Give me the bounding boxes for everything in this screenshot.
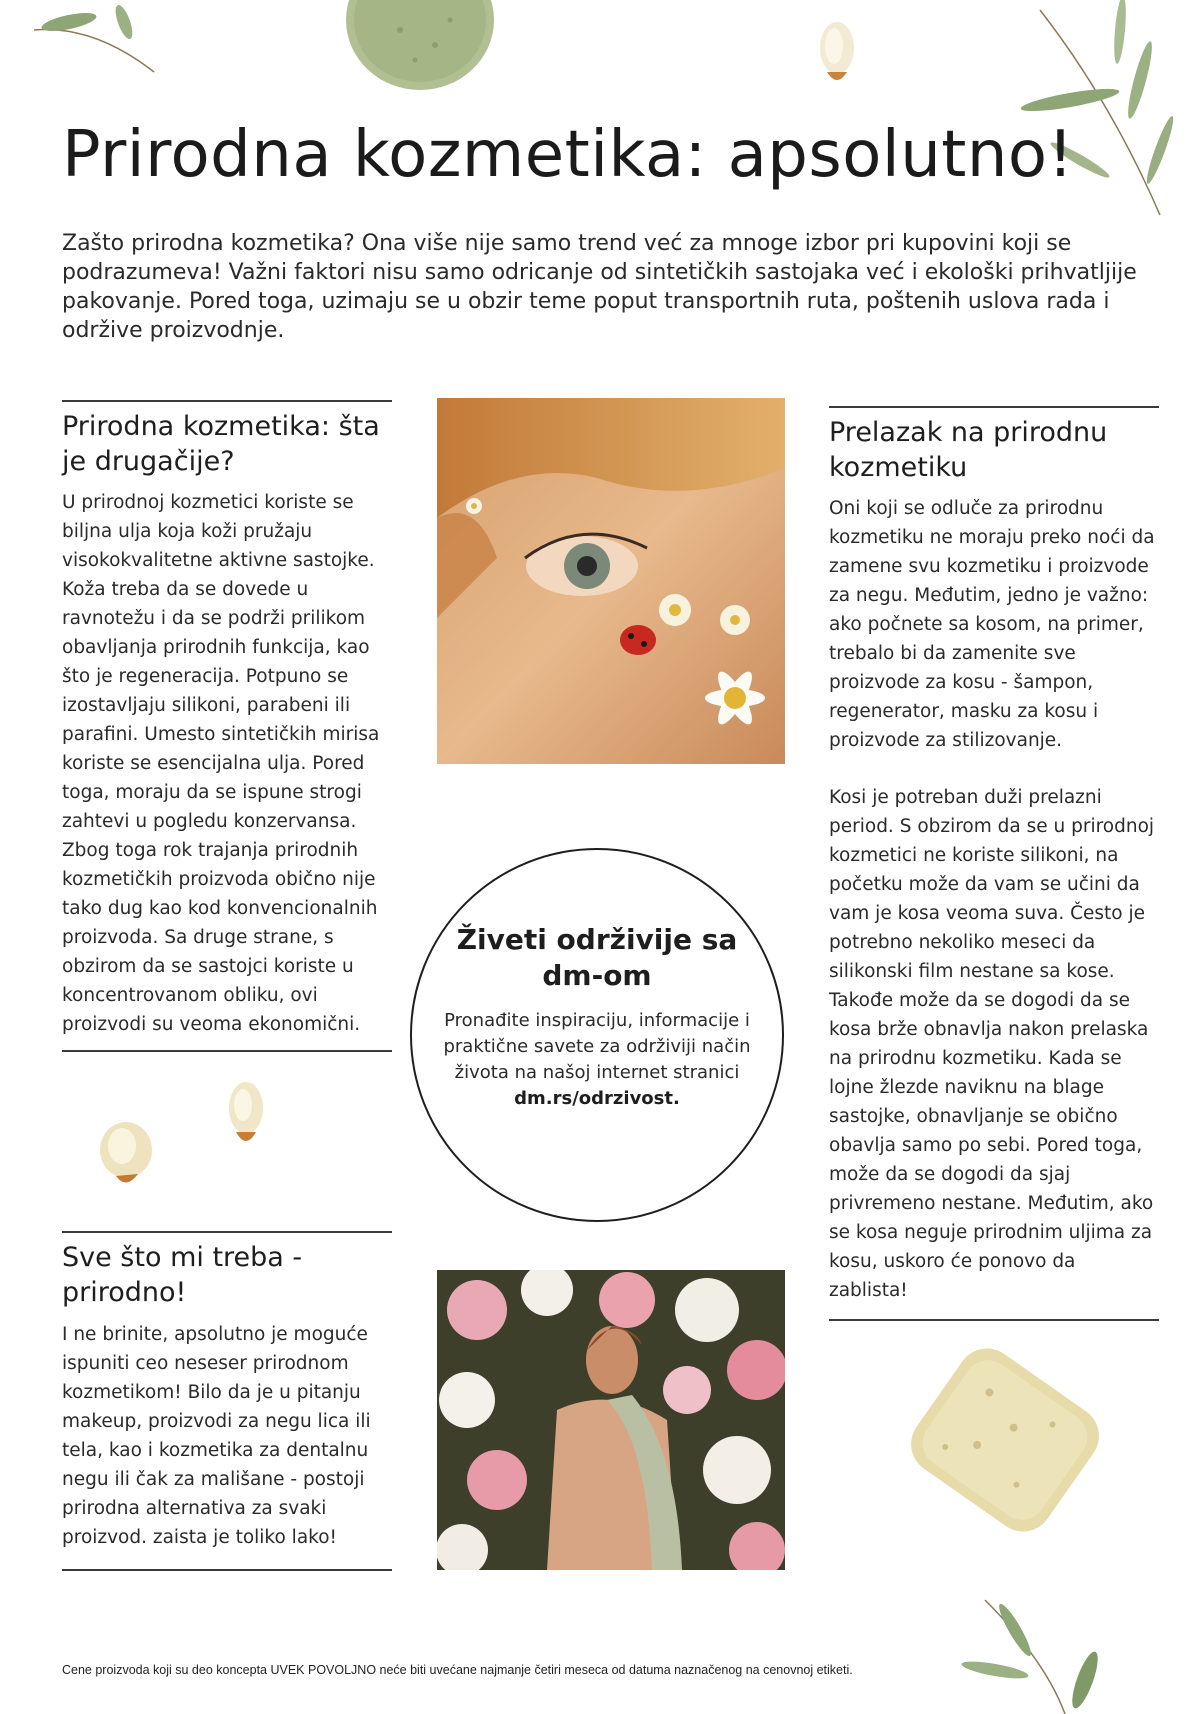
section-heading-everything: Sve što mi treba - prirodno! [62, 1242, 303, 1308]
woman-flowers-photo [437, 1270, 785, 1570]
divider [62, 1050, 392, 1052]
loofah-sponge-icon [885, 1330, 1125, 1550]
callout-link[interactable]: dm.rs/odrzivost. [514, 1088, 680, 1109]
divider [829, 1319, 1159, 1321]
section-body-everything: I ne brinite, apsolutno je moguće ispuniti ceo neseser prirodnom kozmetikom! Bilo da je u pitanju makeup, proizvodi za negu lica ili tela, kao i kozmetika za dentalnu negu ili čak za mališane - postoji prirodna alternativa za svaki proizvod. zaista je toliko lako! [62, 1324, 371, 1548]
section-body-different: U prirodnoj kozmetici koriste se biljna ulja koja koži pružaju visokokvalitetne aktivne sastojke. Koža treba da se dovede u ravnotežu i da se podrži prilikom obavljanja prirodnih funkcija, kao što je regeneracija. Potpuno se izostavljaju silikoni, parabeni ili parafini. Umesto sintetičkih mirisa koriste se esencijalna ulja. Pored toga, moraju da se ispune strogi zahtevi u pogledu konzervansa. Zbog toga rok trajanja prirodnih kozmetičkih proizvoda obično nije tako dug kao kod konvencionalnih proizvoda. Sa druge strane, s obzirom da se sastojci koriste u koncentrovanom obliku, ovi proizvodi su veoma ekonomični. [62, 492, 380, 1035]
flower-bud-icon [222, 1076, 270, 1154]
section-heading-different: Prirodna kozmetika: šta je drugačije? [62, 411, 380, 477]
section-body-transition-1: Oni koji se odluče za prirodnu kozmetiku ne moraju preko noći da zamene svu kozmetiku i proizvode za negu. Međutim, jedno je važno: ako počnete sa kosom, na primer, trebalo bi da zamenite sve proizvode za kosu - šampon, regenerator, masku za kosu i proizvode za stilizovanje. [829, 498, 1155, 751]
intro-paragraph: Zašto prirodna kozmetika? Ona više nije samo trend već za mnoge izbor pri kupovini koji se podrazumeva! Važni faktori nisu samo odricanje od sintetičkih sastojaka već i ekološki prihvatljije pakovanje. Pored toga, uzimaju se u obzir teme poput transportnih ruta, poštenih uslova rada i održive proizvodnje. [62, 231, 1137, 343]
divider [62, 1569, 392, 1571]
leaf-branch-icon [955, 1590, 1115, 1714]
flower-bud-icon [92, 1110, 162, 1192]
divider [62, 1231, 392, 1233]
face-flowers-photo [437, 398, 785, 764]
price-footnote: Cene proizvoda koji su deo koncepta UVEK POVOLJNO neće biti uvećane najmanje četiri meseca od datuma naznačenog na cenovnoj etiketi. [62, 1663, 853, 1677]
section-heading-transition: Prelazak na prirodnu kozmetiku [829, 417, 1108, 483]
callout-text: Pronađite inspiraciju, informacije i praktične savete za održiviji način života na našoj internet stranici [443, 1010, 751, 1083]
divider [62, 400, 392, 402]
section-body-transition-2: Kosi je potreban duži prelazni period. S obzirom da se u prirodnoj kozmetici ne koriste silikoni, na početku može da vam se učini da vam je kosa veoma suva. Često je potrebno nekoliko meseci da silikonski film nestane sa kose. Takođe može da se dogodi da se kosa brže obnavlja nakon prelaska na prirodnu kozmetiku. Kada se lojne žlezde naviknu na blage sastojke, obnavljanje se obično obavlja samo po sebi. Pored toga, može da se dogodi da sjaj privremeno nestane. Međutim, ako se kosa neguje prirodnim uljima za kosu, uskoro će ponovo da zablista! [829, 787, 1155, 1301]
sustainability-callout [410, 848, 784, 1222]
divider [829, 406, 1159, 408]
woman-flowers-illustration [437, 1270, 785, 1570]
flower-bud-icon [812, 16, 862, 96]
leaf-branch-icon [14, 0, 164, 80]
callout-title: Živeti održivije sa dm-om [456, 923, 738, 992]
face-flowers-illustration [437, 398, 785, 764]
green-sponge-icon [340, 0, 500, 92]
page-title: Prirodna kozmetika: apsolutno! [62, 118, 1074, 192]
